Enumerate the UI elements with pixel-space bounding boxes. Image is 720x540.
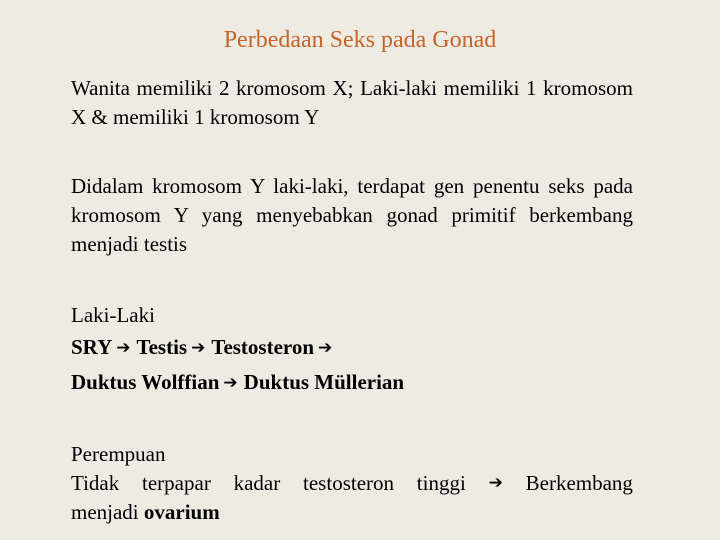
male-heading: Laki-Laki [71, 303, 155, 327]
step-testosteron: Testosteron [211, 335, 315, 359]
paragraph-chromosomes: Wanita memiliki 2 kromosom X; Laki-laki memiliki 1 kromosom X & memiliki 1 kromosom Y [71, 76, 633, 129]
word: tinggi [416, 471, 466, 495]
slide-content [71, 74, 633, 527]
right-arrow-icon: ➔ [318, 338, 333, 358]
male-block [71, 301, 633, 400]
word: terpapar [142, 471, 211, 495]
word-berkembang: Berkembang [525, 471, 633, 495]
right-arrow-icon: ➔ [488, 473, 503, 493]
slide-title: Perbedaan Seks pada Gonad [223, 27, 497, 53]
female-pathway-row-2 [71, 498, 633, 527]
female-heading: Perempuan [71, 442, 166, 466]
word: kadar [233, 471, 281, 495]
right-arrow-icon: ➔ [116, 338, 131, 358]
male-pathway-line-2 [71, 365, 633, 400]
step-duktus-mullerian: Duktus Müllerian [243, 370, 405, 394]
word-ovarium: ovarium [143, 500, 220, 524]
word: Tidak [71, 471, 120, 495]
female-pathway-row-1 [71, 469, 633, 498]
step-duktus-wolffian: Duktus Wolffian [71, 370, 220, 394]
word-menjadi: menjadi [71, 500, 139, 524]
right-arrow-icon: ➔ [191, 338, 206, 358]
male-pathway-line-1 [71, 330, 633, 365]
female-pathway-text [71, 469, 633, 527]
step-sry: SRY [71, 335, 113, 359]
female-block [71, 440, 633, 527]
right-arrow-icon: ➔ [223, 373, 238, 393]
word: testosteron [303, 471, 395, 495]
step-testis: Testis [136, 335, 188, 359]
paragraph-sry-gene: Didalam kromosom Y laki-laki, terdapat gen penentu seks pada kromosom Y yang menyebabkan gonad primitif berkembang menjadi testis [71, 174, 633, 256]
